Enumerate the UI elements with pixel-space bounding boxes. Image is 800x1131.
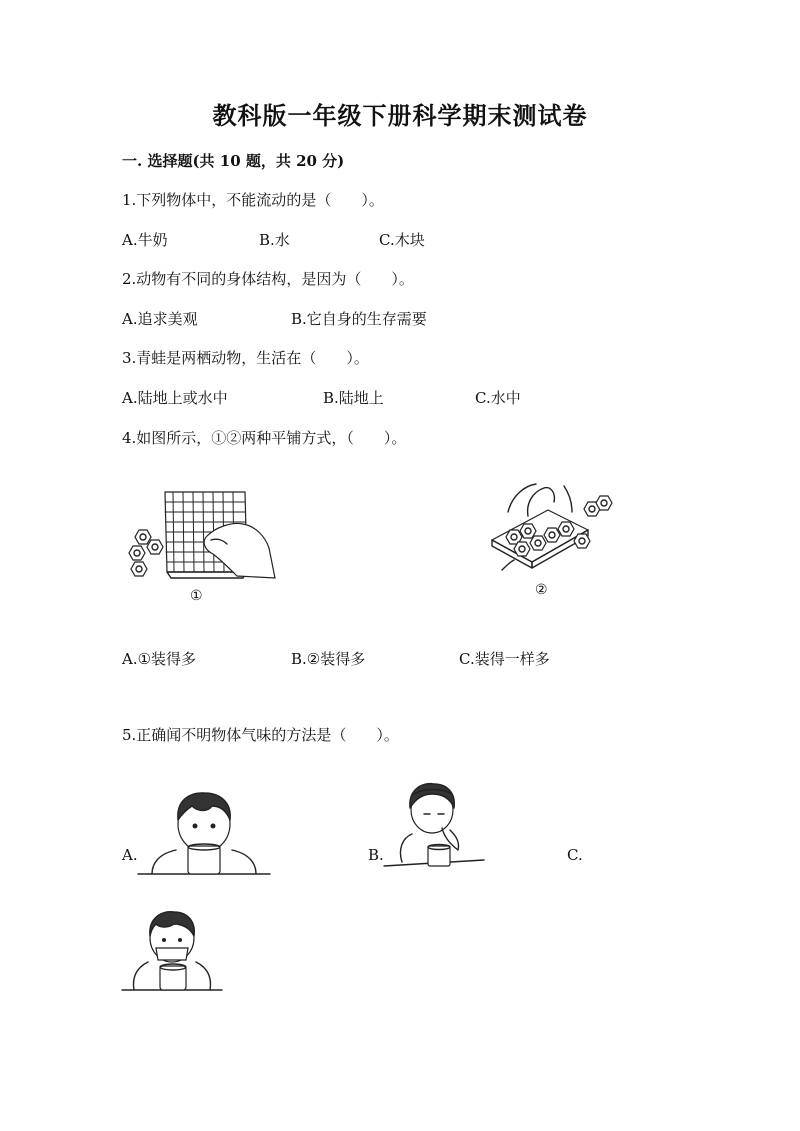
option-b-illustration: [384, 780, 484, 876]
question-4: 4.如图所示，①②两种平铺方式，（ ）。: [122, 429, 407, 447]
q5-option-a: A.: [122, 846, 138, 864]
q3-option-c: C.水中: [475, 389, 521, 407]
figure-1-illustration: [125, 488, 285, 588]
q4-option-c: C.装得一样多: [459, 650, 550, 668]
q4-option-b: B.②装得多: [291, 650, 366, 668]
q5-option-c: C.: [567, 846, 583, 864]
q3-option-b: B.陆地上: [323, 389, 384, 407]
option-a-illustration: [138, 790, 270, 882]
q1-option-a: A.牛奶: [122, 231, 168, 249]
section-heading: 一. 选择题(共 10 题，共 20 分): [122, 152, 345, 170]
question-5: 5.正确闻不明物体气味的方法是（ ）。: [122, 726, 399, 744]
q1-option-c: C.木块: [379, 231, 425, 249]
option-c-illustration: [122, 910, 222, 996]
question-2: 2.动物有不同的身体结构，是因为（ ）。: [122, 270, 414, 288]
figure-2-label: ②: [535, 582, 548, 598]
page-title: 教科版一年级下册科学期末测试卷: [212, 101, 588, 130]
question-1: 1.下列物体中，不能流动的是（ ）。: [122, 191, 384, 209]
figure-1-label: ①: [190, 588, 203, 604]
q2-option-b: B.它自身的生存需要: [291, 310, 427, 328]
q1-option-b: B.水: [259, 231, 290, 249]
q5-option-b: B.: [368, 846, 384, 864]
figure-2-illustration: [488, 482, 618, 582]
q3-option-a: A.陆地上或水中: [122, 389, 228, 407]
q4-option-a: A.①装得多: [122, 650, 197, 668]
q2-option-a: A.追求美观: [122, 310, 198, 328]
question-3: 3.青蛙是两栖动物，生活在（ ）。: [122, 349, 369, 367]
